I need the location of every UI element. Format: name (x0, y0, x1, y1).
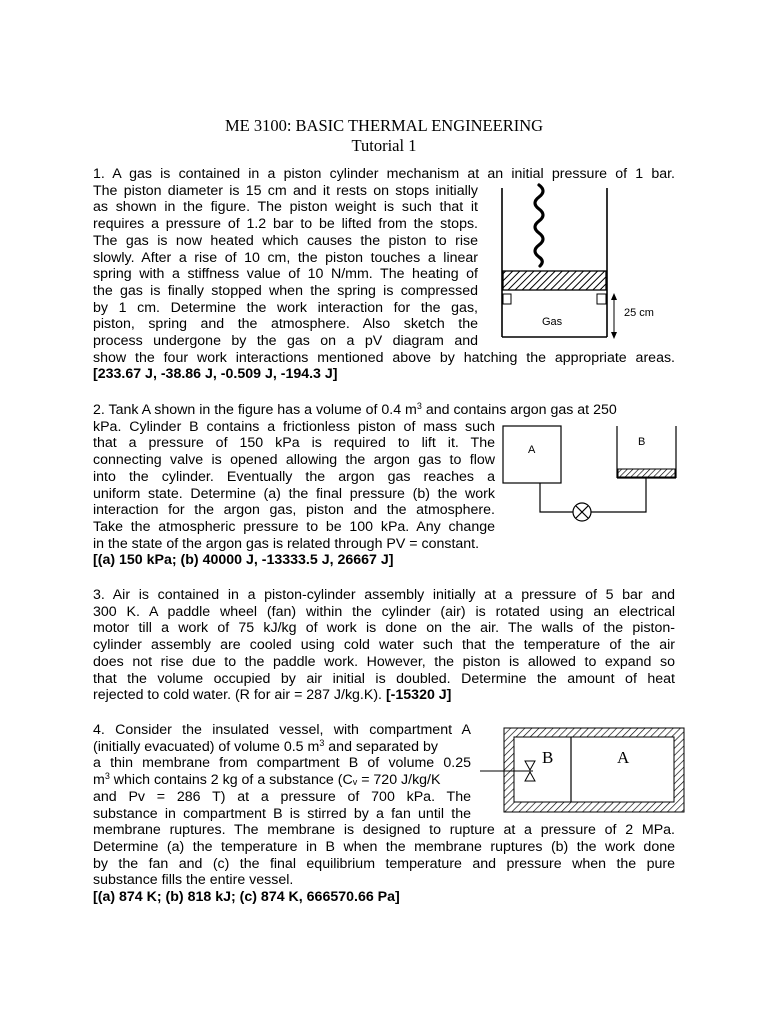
q4-line: and Pv = 286 T) at a pressure of 700 kPa. The (93, 788, 471, 805)
dimension-label: 25 cm (624, 307, 654, 319)
q3-line: 3. Air is contained in a piston-cylinder assembly initially at a pressure of 5 bar and (93, 587, 675, 603)
q1-line: the gas is finally stopped when the spring is compressed (93, 282, 478, 299)
figure-insulated-vessel (478, 725, 688, 817)
q1-answer: [233.67 J, -38.86 J, -0.509 J, -194.3 J] (93, 366, 338, 383)
header (0, 116, 768, 156)
q1-line: 1. A gas is contained in a piston cylinder mechanism at an initial pressure of 1 bar. (93, 166, 675, 182)
q1-line: The gas is now heated which causes the piston to rise (93, 232, 478, 249)
q2-line: kPa. Cylinder B contains a frictionless piston of mass such (93, 418, 495, 435)
q4-line: membrane ruptures. The membrane is designed to rupture at a pressure of 2 MPa. (93, 822, 675, 839)
question-3 (93, 587, 675, 704)
q1-line: spring with a stiffness value of 10 N/mm. The heating of (93, 266, 478, 283)
q4-line: 4. Consider the insulated vessel, with compartment A (93, 722, 471, 738)
q2-line: 2. Tank A shown in the figure has a volume of 0.4 $m^3$ and contains argon gas at 250 (93, 401, 617, 418)
q4-line: substance fills the entire vessel. (93, 872, 294, 889)
q3-line: does not rise due to the paddle work. However, the piston is allowed to expand so (93, 653, 675, 670)
right-stop (597, 294, 606, 304)
q3-line: motor till a work of 75 kJ/kg of work is done on the air. The walls of the piston- (93, 620, 675, 637)
piston (503, 271, 606, 290)
q1-line: by 1 cm. Determine the work interaction for the gas, (93, 299, 478, 316)
q1-line: piston, spring and the atmosphere. Also sketch the (93, 316, 478, 333)
q4-line: a thin membrane from compartment B of volume 0.25 (93, 755, 471, 772)
compartment-b-label: B (542, 748, 554, 767)
q2-line: into the cylinder. Eventually the argon gas reaches a (93, 468, 495, 485)
q4-answer: [(a) 874 K; (b) 818 kJ; (c) 874 K, 666570.66 Pa] (93, 889, 400, 906)
cylinder-b-label: B (638, 436, 646, 448)
q3-answer: [-15320 J] (385, 687, 452, 704)
q2-answer: [(a) 150 kPa; (b) 40000 J, -13333.5 J, 26667 J] (93, 552, 394, 569)
left-stop (503, 294, 511, 304)
q4-line: Determine (a) the temperature in B when the membrane ruptures (b) the work done (93, 838, 675, 855)
cylinder-b-piston (618, 469, 675, 477)
q2-line: uniform state. Determine (a) the final pressure (b) the work (93, 485, 495, 502)
q4-line: $m^3$ which contains 2 kg of a substance ($C_v = 720$ J/kg/K (93, 771, 441, 789)
q3-line: rejected to cold water. (R for air = 287 J/kg.K). [-15320 J] (93, 687, 452, 704)
q2-line: interaction for the argon gas, piston and the atmosphere. (93, 502, 495, 519)
q2-line: Take the atmospheric pressure to be 100 kPa. Any change (93, 518, 495, 535)
course-title: ME 3100: BASIC THERMAL ENGINEERING (224, 116, 544, 135)
q4-line: substance in compartment B is stirred by a fan until the (93, 805, 471, 822)
q1-line: as shown in the figure. The piston weight is such that it (93, 199, 478, 216)
figure-tank-cylinder (495, 420, 685, 530)
q4-line: by the fan and (c) the final equilibrium temperature and pressure when the pure (93, 855, 675, 872)
q1-line: requires a pressure of 1.2 bar to be lifted from the stops. (93, 216, 478, 233)
gas-label: Gas (542, 316, 563, 328)
q2-line: that a pressure of 150 kPa is required to lift it. The (93, 435, 495, 452)
q1-line: process undergone by the gas on a pV diagram and (93, 333, 478, 350)
q4-line: (initially evacuated) of volume 0.5 $m^3$ and separated by (93, 737, 438, 755)
q2-line: connecting valve is opened allowing the argon gas to flow (93, 452, 495, 469)
q2-line: in the state of the argon gas is related through PV = constant. (93, 535, 480, 552)
q3-line: 300 K. A paddle wheel (fan) within the cylinder (air) is rotated using an electrical (93, 603, 675, 620)
vessel-interior (514, 737, 674, 802)
q1-line: show the four work interactions mentioned above by hatching the appropriate areas. (93, 349, 675, 366)
spring-coil (535, 185, 543, 266)
q1-line: The piston diameter is 15 cm and it rests on stops initially (93, 182, 478, 199)
compartment-a-label: A (617, 748, 630, 767)
tutorial-title: Tutorial 1 (351, 136, 417, 155)
q3-line: that the volume occupied by air initial is doubled. Determine the amount of heat (93, 670, 675, 687)
figure-piston-cylinder (490, 180, 680, 345)
q3-line: cylinder assembly are cooled using cold water such that the temperature of the air (93, 637, 675, 654)
q1-line: slowly. After a rise of 10 cm, the piston touches a linear (93, 249, 478, 266)
tank-a-label: A (528, 444, 536, 456)
